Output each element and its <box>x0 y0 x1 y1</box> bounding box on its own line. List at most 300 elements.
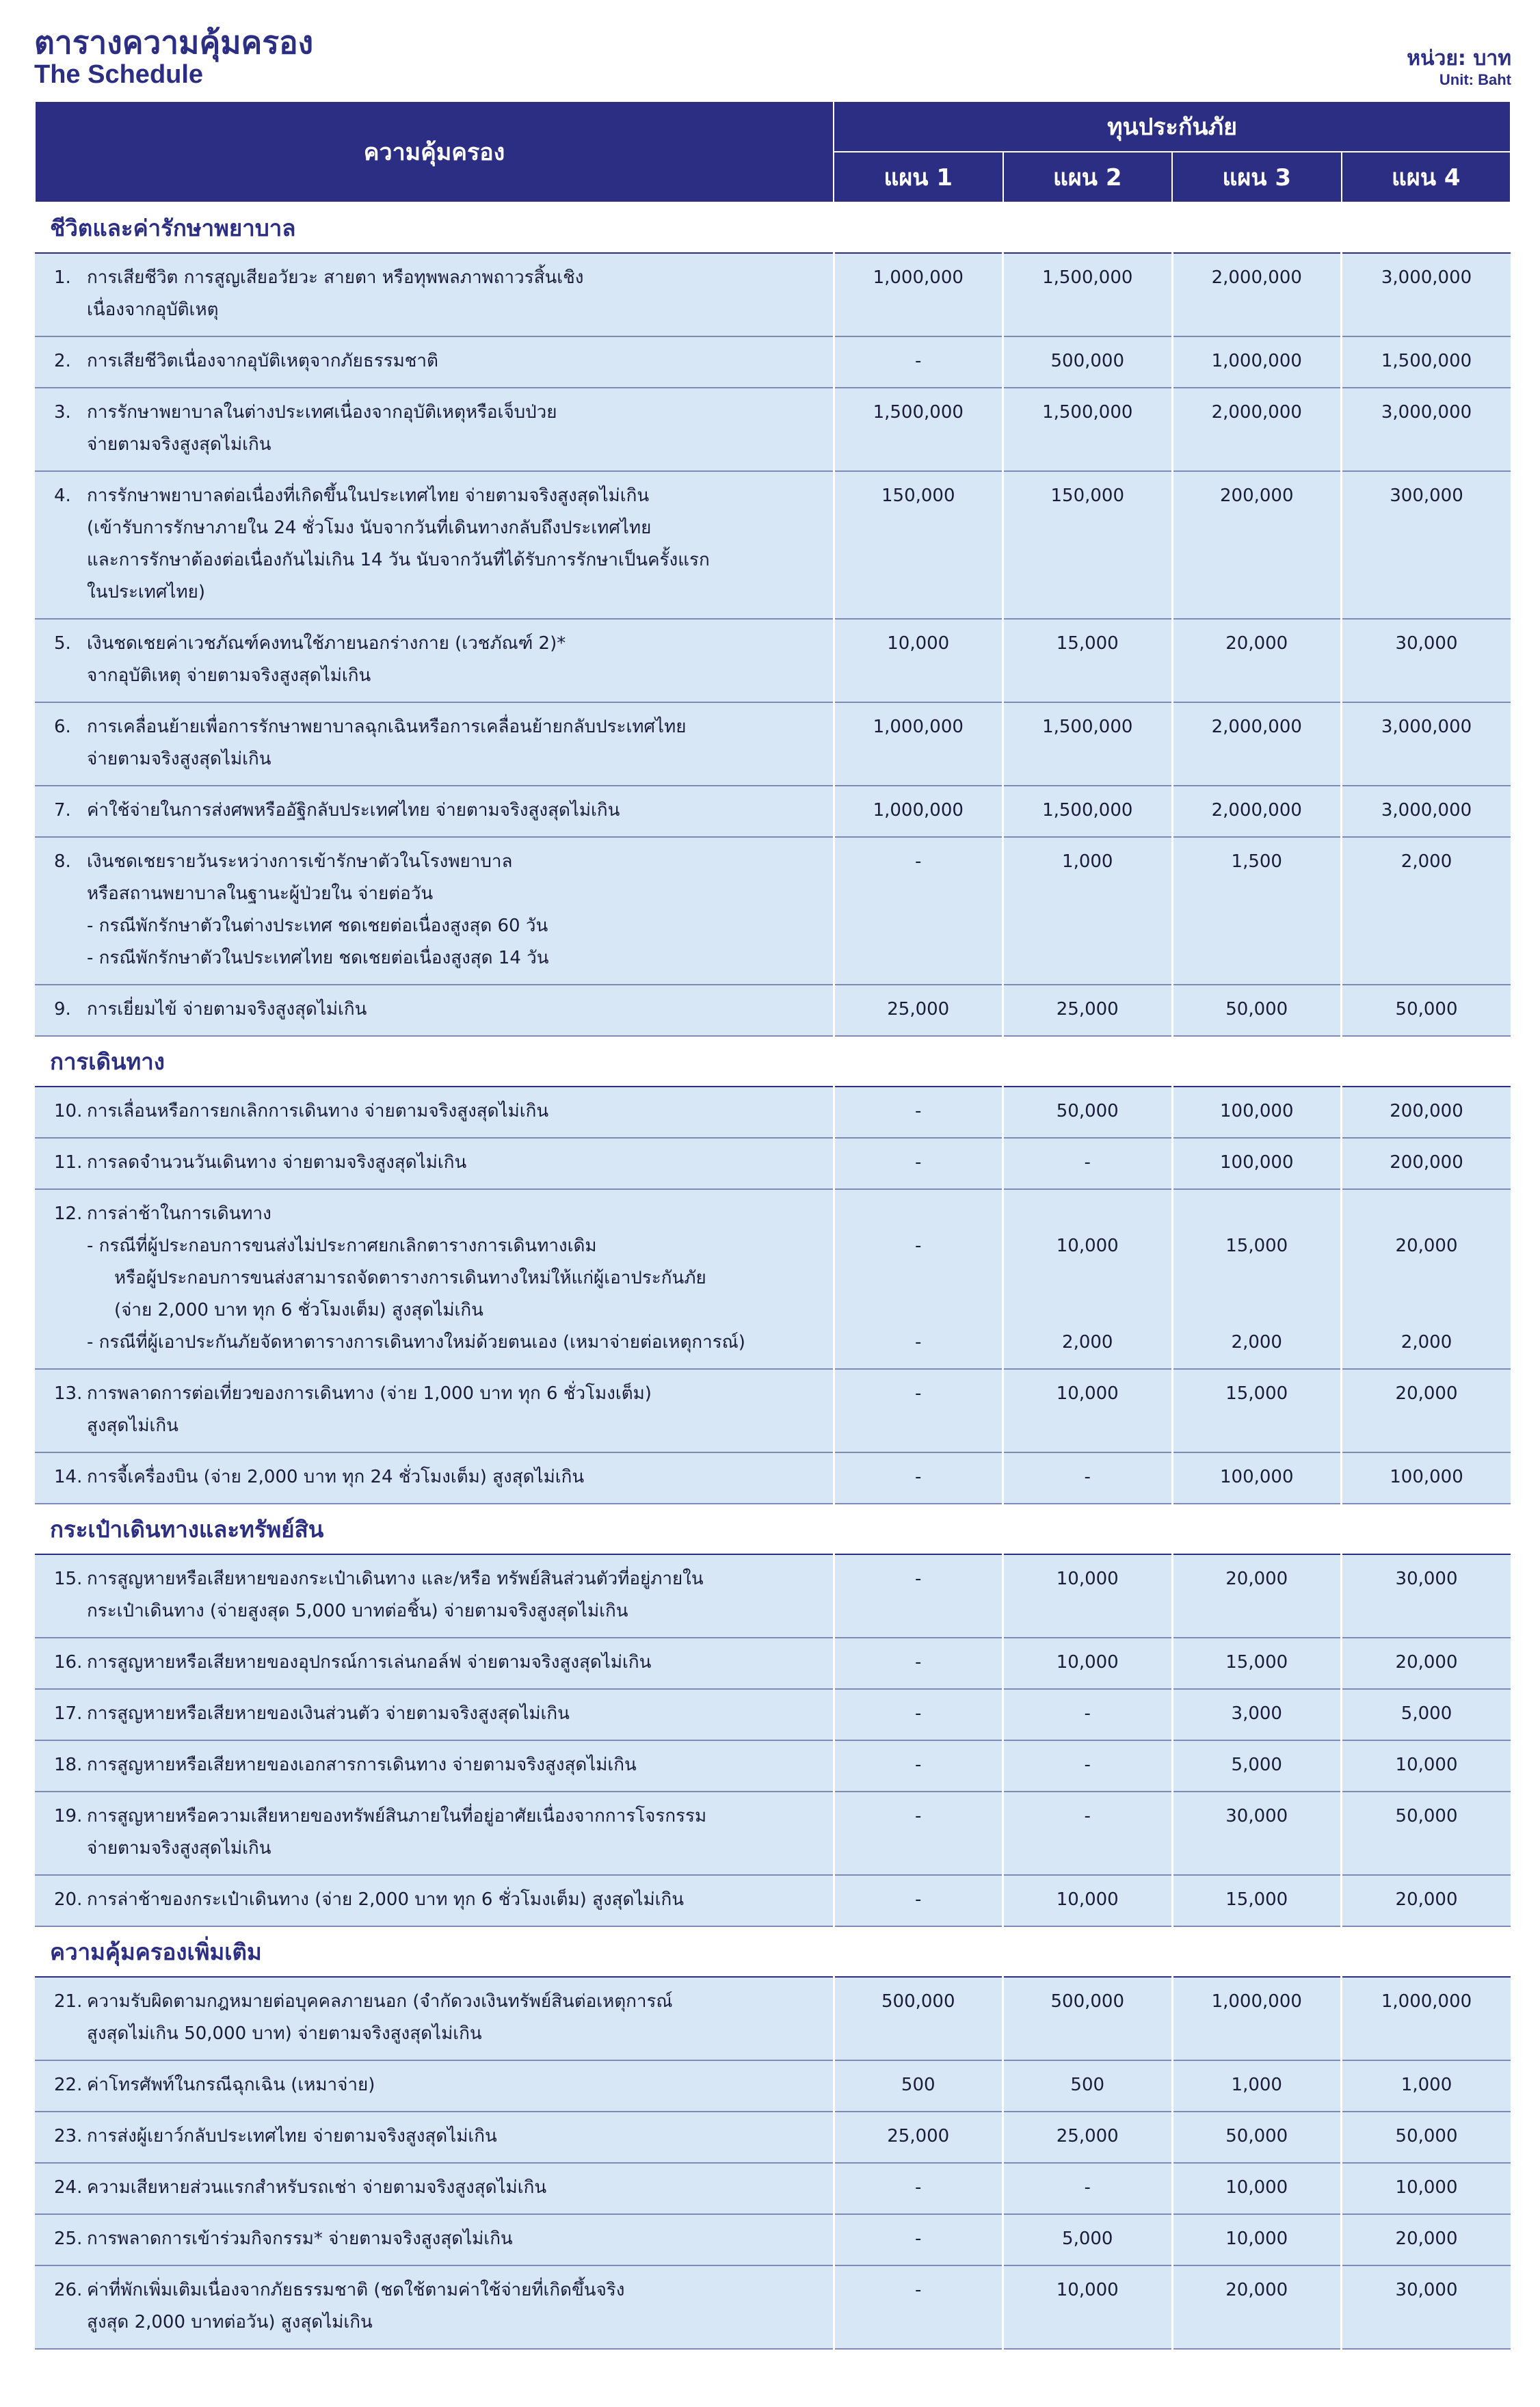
value: 25,000 <box>887 2126 950 2146</box>
value: 3,000,000 <box>1381 402 1472 423</box>
item-number: 9. <box>54 999 71 1020</box>
plan-2-value <box>1003 336 1173 388</box>
value: - <box>915 1467 922 1487</box>
value: 1,000 <box>1062 851 1113 872</box>
description-text: ความเสียหายส่วนแรกสำหรับรถเช่า จ่ายตามจริงสูงสุดไม่เกิน <box>87 2177 547 2198</box>
description-text: การเสียชีวิตเนื่องจากอุบัติเหตุจากภัยธรรมชาติ <box>87 351 438 371</box>
value: 50,000 <box>1225 999 1288 1020</box>
value: 1,000,000 <box>873 717 964 737</box>
description-line <box>54 2274 823 2306</box>
plan-3-value <box>1172 1638 1342 1689</box>
item-number: 17. <box>54 1703 83 1724</box>
description-text: การเสียชีวิต การสูญเสียอวัยวะ สายตา หรือทุพพลภาพถาวรสิ้นเชิง <box>87 267 584 288</box>
plan-3-value <box>1172 1452 1342 1504</box>
plan-1-header: แผน 1 <box>834 152 1003 202</box>
value: 200,000 <box>1219 486 1294 506</box>
coverage-description <box>35 1138 834 1189</box>
coverage-row <box>35 2060 1511 2112</box>
plan-3-value <box>1172 1369 1342 1452</box>
coverage-description <box>35 985 834 1036</box>
value: 20,000 <box>1225 2280 1288 2300</box>
plan-4-value <box>1342 786 1511 837</box>
description-line <box>54 397 823 429</box>
value: - <box>915 1703 922 1724</box>
plan-1-value <box>834 1369 1003 1452</box>
value-main: 15,000 <box>1225 1236 1288 1256</box>
value: 2,000,000 <box>1211 717 1302 737</box>
value: 300,000 <box>1390 486 1463 506</box>
plan-3-value <box>1172 336 1342 388</box>
plan-4-value <box>1342 1189 1511 1369</box>
plan-1-value <box>834 2060 1003 2112</box>
plan-3-value <box>1172 2163 1342 2214</box>
value: 15,000 <box>1225 1889 1288 1910</box>
coverage-row <box>35 1189 1511 1369</box>
plan-3-value <box>1172 2265 1342 2349</box>
plan-4-value <box>1342 2214 1511 2265</box>
value: 10,000 <box>1395 2177 1458 2198</box>
plan-3-value <box>1172 253 1342 336</box>
value: - <box>915 1806 922 1826</box>
plan-3-value <box>1172 837 1342 985</box>
description-line <box>54 1198 823 1230</box>
section-title: ชีวิตและค่ารักษาพยาบาล <box>35 202 1511 253</box>
plan-3-value <box>1172 985 1342 1036</box>
plan-4-value <box>1342 2265 1511 2349</box>
plan-4-value <box>1342 985 1511 1036</box>
value: 15,000 <box>1056 633 1119 654</box>
plan-1-value <box>834 1138 1003 1189</box>
plan-1-value <box>834 1087 1003 1138</box>
value: - <box>1084 1806 1091 1826</box>
description-line: หรือสถานพยาบาลในฐานะผู้ป่วยใน จ่ายต่อวัน <box>87 883 434 904</box>
coverage-description <box>35 1369 834 1452</box>
value: 20,000 <box>1225 633 1288 654</box>
description-line: และการรักษาต้องต่อเนื่องกันไม่เกิน 14 วัน นับจากวันที่ได้รับการรักษาเป็นครั้งแรก <box>87 550 710 570</box>
plan-3-value <box>1172 2060 1342 2112</box>
item-number: 15. <box>54 1569 83 1589</box>
value: 100,000 <box>1219 1101 1294 1121</box>
value: 1,500,000 <box>1042 267 1133 288</box>
plan-2-value <box>1003 388 1173 471</box>
plan-1-value <box>834 786 1003 837</box>
item-number: 3. <box>54 402 71 423</box>
item-number: 11. <box>54 1152 83 1173</box>
coverage-description <box>35 336 834 388</box>
value: 20,000 <box>1395 2229 1458 2249</box>
value: 1,500,000 <box>1042 402 1133 423</box>
value: - <box>915 2280 922 2300</box>
coverage-row <box>35 1554 1511 1638</box>
value: 10,000 <box>1395 1755 1458 1775</box>
value: 500,000 <box>881 1991 955 2012</box>
value: 10,000 <box>1056 2280 1119 2300</box>
plan-3-value <box>1172 1138 1342 1189</box>
value: - <box>915 2177 922 2198</box>
plan-4-value <box>1342 2163 1511 2214</box>
plan-2-value <box>1003 837 1173 985</box>
value-self-arranged: 2,000 <box>1231 1332 1282 1353</box>
value: 50,000 <box>1395 999 1458 1020</box>
plan-1-value <box>834 253 1003 336</box>
plan-2-value <box>1003 1087 1173 1138</box>
section-title: กระเป๋าเดินทางและทรัพย์สิน <box>35 1504 1511 1554</box>
value: - <box>1084 2177 1091 2198</box>
description-line: ในประเทศไทย) <box>87 582 206 602</box>
plan-1-value <box>834 1554 1003 1638</box>
plan-2-value <box>1003 1689 1173 1740</box>
plan-4-value <box>1342 1138 1511 1189</box>
value: 20,000 <box>1395 1383 1458 1404</box>
value: 30,000 <box>1395 633 1458 654</box>
page-title-thai: ตารางความคุ้มครอง <box>34 24 314 61</box>
value: 30,000 <box>1395 2280 1458 2300</box>
value: - <box>915 1755 922 1775</box>
plan-1-value <box>834 837 1003 985</box>
item-number: 13. <box>54 1383 83 1404</box>
value-main: - <box>915 1236 922 1256</box>
plan-3-value <box>1172 1554 1342 1638</box>
value: - <box>915 1101 922 1121</box>
description-text: ค่าโทรศัพท์ในกรณีฉุกเฉิน (เหมาจ่าย) <box>87 2075 375 2095</box>
value: 50,000 <box>1395 1806 1458 1826</box>
plan-1-value <box>834 1792 1003 1875</box>
coverage-description <box>35 253 834 336</box>
description-line <box>54 795 823 827</box>
value: 10,000 <box>887 633 950 654</box>
description-line: จ่ายตามจริงสูงสุดไม่เกิน <box>87 749 271 769</box>
plan-4-value <box>1342 336 1511 388</box>
plan-2-value <box>1003 702 1173 786</box>
plan-4-value <box>1342 1875 1511 1926</box>
value: 3,000,000 <box>1381 800 1472 821</box>
value: 150,000 <box>881 486 955 506</box>
coverage-row <box>35 619 1511 702</box>
plan-1-value <box>834 1452 1003 1504</box>
value: - <box>915 351 922 371</box>
coverage-row <box>35 336 1511 388</box>
schedule-table <box>34 101 1511 2350</box>
plan-4-value <box>1342 1087 1511 1138</box>
value: 1,000,000 <box>1211 351 1302 371</box>
coverage-description <box>35 1452 834 1504</box>
item-number: 10. <box>54 1101 83 1121</box>
description-text: การเลื่อนหรือการยกเลิกการเดินทาง จ่ายตามจริงสูงสุดไม่เกิน <box>87 1101 549 1121</box>
coverage-row <box>35 1977 1511 2060</box>
plan-2-value <box>1003 786 1173 837</box>
plan-4-value <box>1342 702 1511 786</box>
value: 10,000 <box>1225 2229 1288 2249</box>
value: - <box>915 2229 922 2249</box>
description-line: จ่ายตามจริงสูงสุดไม่เกิน <box>87 434 271 455</box>
plan-2-value <box>1003 471 1173 619</box>
description-line <box>54 628 823 660</box>
unit-label-english: Unit: Baht <box>1439 71 1511 88</box>
plan-2-value <box>1003 1792 1173 1875</box>
description-line <box>54 994 823 1026</box>
value: 20,000 <box>1395 1652 1458 1673</box>
plan-1-value <box>834 2163 1003 2214</box>
coverage-description <box>35 1792 834 1875</box>
value: 3,000,000 <box>1381 267 1472 288</box>
value: 50,000 <box>1225 2126 1288 2146</box>
plan-4-value <box>1342 837 1511 985</box>
description-text: การรักษาพยาบาลในต่างประเทศเนื่องจากอุบัติเหตุหรือเจ็บป่วย <box>87 402 557 423</box>
plan-2-value <box>1003 2163 1173 2214</box>
section-header-row <box>35 1926 1511 1977</box>
item-number: 1. <box>54 267 71 288</box>
description-line: (เข้ารับการรักษาภายใน 24 ชั่วโมง นับจากวันที่เดินทางกลับถึงประเทศไทย <box>87 518 652 538</box>
plan-3-value <box>1172 1875 1342 1926</box>
item-number: 19. <box>54 1806 83 1826</box>
description-line: - กรณีพักรักษาตัวในประเทศไทย ชดเชยต่อเนื่องสูงสุด 14 วัน <box>87 948 549 968</box>
coverage-description <box>35 702 834 786</box>
plan-1-value <box>834 1638 1003 1689</box>
description-text: การสูญหายหรือเสียหายของเงินส่วนตัว จ่ายตามจริงสูงสุดไม่เกิน <box>87 1703 570 1724</box>
value: 2,000,000 <box>1211 800 1302 821</box>
section-header-row <box>35 1504 1511 1554</box>
description-line <box>54 1647 823 1679</box>
description-line: (จ่าย 2,000 บาท ทุก 6 ชั่วโมงเต็ม) สูงสุดไม่เกิน <box>114 1300 483 1320</box>
value: - <box>915 1889 922 1910</box>
item-number: 2. <box>54 351 71 371</box>
coverage-description <box>35 786 834 837</box>
value: 20,000 <box>1225 1569 1288 1589</box>
coverage-description <box>35 1740 834 1792</box>
coverage-row <box>35 1875 1511 1926</box>
description-text: การสูญหายหรือความเสียหายของทรัพย์สินภายในที่อยู่อาศัยเนื่องจากการโจรกรรม <box>87 1806 707 1826</box>
value: 1,000 <box>1400 2075 1452 2095</box>
plan-2-value <box>1003 1138 1173 1189</box>
value: 1,500 <box>1231 851 1282 872</box>
description-line: สูงสุด 2,000 บาทต่อวัน) สูงสุดไม่เกิน <box>87 2312 373 2332</box>
value: 50,000 <box>1056 1101 1119 1121</box>
plan-1-value <box>834 2214 1003 2265</box>
plan-3-value <box>1172 786 1342 837</box>
description-text: การรักษาพยาบาลต่อเนื่องที่เกิดขึ้นในประเทศไทย จ่ายตามจริงสูงสุดไม่เกิน <box>87 486 650 506</box>
item-number: 16. <box>54 1652 83 1673</box>
value: 25,000 <box>887 999 950 1020</box>
plan-4-header: แผน 4 <box>1342 152 1511 202</box>
plan-2-value <box>1003 253 1173 336</box>
plan-3-value <box>1172 702 1342 786</box>
coverage-description <box>35 2163 834 2214</box>
coverage-description <box>35 2214 834 2265</box>
value: 3,000 <box>1231 1703 1282 1724</box>
item-number: 21. <box>54 1991 83 2012</box>
coverage-row <box>35 2163 1511 2214</box>
item-number: 24. <box>54 2177 83 2198</box>
item-number: 14. <box>54 1467 83 1487</box>
description-line: จ่ายตามจริงสูงสุดไม่เกิน <box>87 1838 271 1859</box>
value: 3,000,000 <box>1381 717 1472 737</box>
value: 500,000 <box>1050 1991 1125 2012</box>
description-text: การเยี่ยมไข้ จ่ายตามจริงสูงสุดไม่เกิน <box>87 999 367 1020</box>
description-text: การส่งผู้เยาว์กลับประเทศไทย จ่ายตามจริงสูงสุดไม่เกิน <box>87 2126 497 2146</box>
plan-2-value <box>1003 1638 1173 1689</box>
coverage-row <box>35 837 1511 985</box>
plan-2-value <box>1003 619 1173 702</box>
description-line <box>54 1800 823 1833</box>
section-title: ความคุ้มครองเพิ่มเติม <box>35 1926 1511 1977</box>
value: 20,000 <box>1395 1889 1458 1910</box>
plan-1-value <box>834 702 1003 786</box>
plan-3-value <box>1172 1740 1342 1792</box>
value: - <box>1084 1467 1091 1487</box>
description-line <box>54 1095 823 1128</box>
value: 1,500,000 <box>1042 800 1133 821</box>
description-line: เนื่องจากอุบัติเหตุ <box>87 300 219 320</box>
item-number: 4. <box>54 486 71 506</box>
value: - <box>915 1569 922 1589</box>
coverage-row <box>35 985 1511 1036</box>
plan-4-value <box>1342 1554 1511 1638</box>
coverage-row <box>35 1792 1511 1875</box>
coverage-row <box>35 2214 1511 2265</box>
description-line: - กรณีพักรักษาตัวในต่างประเทศ ชดเชยต่อเนื่องสูงสุด 60 วัน <box>87 916 548 936</box>
description-text: การเคลื่อนย้ายเพื่อการรักษาพยาบาลฉุกเฉินหรือการเคลื่อนย้ายกลับประเทศไทย <box>87 717 687 737</box>
description-text: การพลาดการต่อเที่ยวของการเดินทาง (จ่าย 1,000 บาท ทุก 6 ชั่วโมงเต็ม) <box>87 1383 652 1404</box>
value: - <box>915 1652 922 1673</box>
description-line <box>54 2120 823 2153</box>
coverage-description <box>35 1977 834 2060</box>
value: 25,000 <box>1056 2126 1119 2146</box>
value: 5,000 <box>1231 1755 1282 1775</box>
description-line <box>54 262 823 294</box>
description-line <box>54 2223 823 2255</box>
item-number: 26. <box>54 2280 83 2300</box>
capital-column-header: ทุนประกันภัย <box>834 101 1511 152</box>
plan-2-header: แผน 2 <box>1003 152 1173 202</box>
coverage-row <box>35 471 1511 619</box>
description-text: การจี้เครื่องบิน (จ่าย 2,000 บาท ทุก 24 ชั่วโมงเต็ม) สูงสุดไม่เกิน <box>87 1467 585 1487</box>
plan-1-value <box>834 1189 1003 1369</box>
value-main: 10,000 <box>1056 1236 1119 1256</box>
description-line <box>54 1378 823 1410</box>
coverage-row <box>35 388 1511 471</box>
plan-2-value <box>1003 985 1173 1036</box>
description-text: ค่าใช้จ่ายในการส่งศพหรืออัฐิกลับประเทศไทย จ่ายตามจริงสูงสุดไม่เกิน <box>87 800 620 821</box>
page-title-english: The Schedule <box>34 60 204 89</box>
value: 100,000 <box>1390 1467 1463 1487</box>
section-header-row <box>35 1036 1511 1087</box>
plan-1-value <box>834 1875 1003 1926</box>
value-self-arranged: 2,000 <box>1400 1332 1452 1353</box>
value: 2,000 <box>1400 851 1452 872</box>
plan-2-value <box>1003 1740 1173 1792</box>
value: 10,000 <box>1056 1569 1119 1589</box>
description-line <box>54 846 823 878</box>
description-line: - กรณีที่ผู้เอาประกันภัยจัดหาตารางการเดินทางใหม่ด้วยตนเอง (เหมาจ่ายต่อเหตุการณ์) <box>87 1332 745 1353</box>
coverage-description <box>35 1638 834 1689</box>
item-number: 22. <box>54 2075 83 2095</box>
value: - <box>1084 1703 1091 1724</box>
description-line: สูงสุดไม่เกิน <box>87 1415 178 1436</box>
plan-2-value <box>1003 1875 1173 1926</box>
coverage-description <box>35 1554 834 1638</box>
value: 10,000 <box>1056 1889 1119 1910</box>
coverage-description <box>35 2112 834 2163</box>
value: - <box>1084 1152 1091 1173</box>
plan-2-value <box>1003 1369 1173 1452</box>
plan-4-value <box>1342 1977 1511 2060</box>
coverage-description <box>35 619 834 702</box>
item-number: 8. <box>54 851 71 872</box>
plan-2-value <box>1003 1452 1173 1504</box>
item-number: 6. <box>54 717 71 737</box>
item-number: 25. <box>54 2229 83 2249</box>
plan-4-value <box>1342 388 1511 471</box>
coverage-column-header: ความคุ้มครอง <box>35 101 834 202</box>
coverage-row <box>35 1638 1511 1689</box>
description-text: การสูญหายหรือเสียหายของอุปกรณ์การเล่นกอล์ฟ จ่ายตามจริงสูงสุดไม่เกิน <box>87 1652 652 1673</box>
value: 200,000 <box>1390 1101 1463 1121</box>
value: 10,000 <box>1056 1383 1119 1404</box>
description-line <box>54 1749 823 1781</box>
value: - <box>915 1152 922 1173</box>
plan-1-value <box>834 1977 1003 2060</box>
description-line <box>54 1147 823 1179</box>
section-title: การเดินทาง <box>35 1036 1511 1087</box>
plan-4-value <box>1342 2060 1511 2112</box>
description-line <box>54 1986 823 2018</box>
value: 5,000 <box>1062 2229 1113 2249</box>
description-line: กระเป๋าเดินทาง (จ่ายสูงสุด 5,000 บาทต่อชิ้น) จ่ายตามจริงสูงสุดไม่เกิน <box>87 1601 628 1621</box>
value: 2,000,000 <box>1211 267 1302 288</box>
value: 1,000,000 <box>873 267 964 288</box>
coverage-description <box>35 1189 834 1369</box>
description-text: การลดจำนวนวันเดินทาง จ่ายตามจริงสูงสุดไม่เกิน <box>87 1152 467 1173</box>
value: 50,000 <box>1395 2126 1458 2146</box>
description-line <box>54 1563 823 1595</box>
item-number: 12. <box>54 1204 83 1224</box>
description-line: หรือผู้ประกอบการขนส่งสามารถจัดตารางการเดินทางใหม่ให้แก่ผู้เอาประกันภัย <box>114 1268 706 1288</box>
value: 15,000 <box>1225 1652 1288 1673</box>
description-line: จากอุบัติเหตุ จ่ายตามจริงสูงสุดไม่เกิน <box>87 665 371 686</box>
plan-2-value <box>1003 2060 1173 2112</box>
plan-3-value <box>1172 1689 1342 1740</box>
value: 10,000 <box>1225 2177 1288 2198</box>
coverage-row <box>35 1740 1511 1792</box>
plan-1-value <box>834 1740 1003 1792</box>
description-line <box>54 345 823 377</box>
plan-2-value <box>1003 1189 1173 1369</box>
plan-3-value <box>1172 619 1342 702</box>
value: 500,000 <box>1050 351 1125 371</box>
value: - <box>1084 1755 1091 1775</box>
coverage-description <box>35 837 834 985</box>
coverage-row <box>35 1689 1511 1740</box>
value: 200,000 <box>1390 1152 1463 1173</box>
plan-2-value <box>1003 2112 1173 2163</box>
value: 30,000 <box>1225 1806 1288 1826</box>
item-number: 7. <box>54 800 71 821</box>
plan-1-value <box>834 985 1003 1036</box>
value: 30,000 <box>1395 1569 1458 1589</box>
description-line <box>54 711 823 743</box>
description-line <box>54 2172 823 2204</box>
description-text: การล่าช้าของกระเป๋าเดินทาง (จ่าย 2,000 บาท ทุก 6 ชั่วโมงเต็ม) สูงสุดไม่เกิน <box>87 1889 685 1910</box>
value-self-arranged: 2,000 <box>1062 1332 1113 1353</box>
coverage-row <box>35 1087 1511 1138</box>
plan-2-value <box>1003 1977 1173 2060</box>
plan-3-value <box>1172 2214 1342 2265</box>
coverage-description <box>35 388 834 471</box>
coverage-description <box>35 1875 834 1926</box>
value: 1,000 <box>1231 2075 1282 2095</box>
unit-label-thai: หน่วย: บาท <box>1407 46 1511 70</box>
plan-3-value <box>1172 1792 1342 1875</box>
